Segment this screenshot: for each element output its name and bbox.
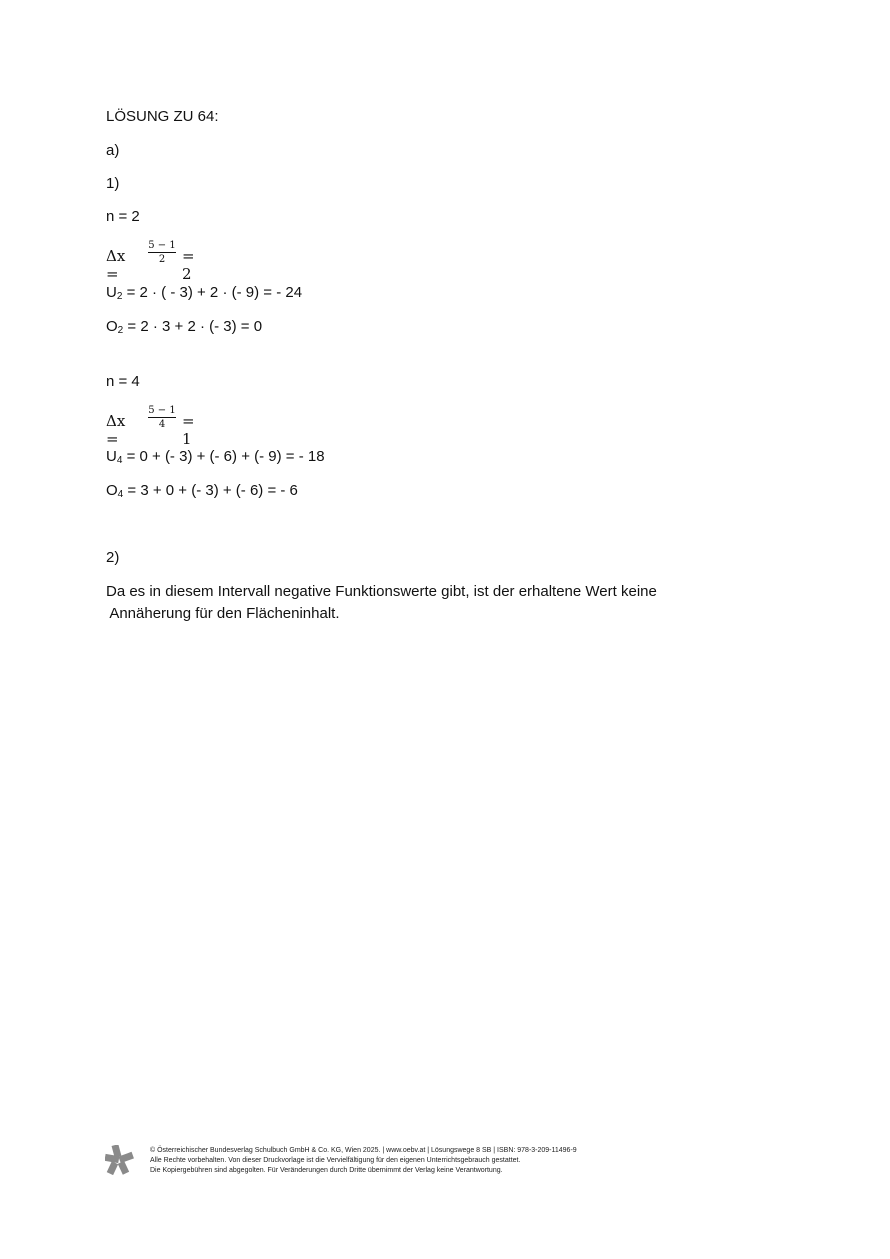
fraction-numerator: 5 − 1 [148,405,176,416]
answer-line-2: Annäherung für den Flächeninhalt. [106,605,340,622]
fraction-numerator: 5 − 1 [148,240,176,251]
n2-line: n = 2 [106,208,140,225]
delta-x-lhs: Δx = [106,247,126,283]
answer-text [106,581,706,625]
fraction-bar [148,252,176,253]
fraction [148,240,176,265]
upper-sum-n2: $O_2 = 2 \cdot 3 + 2$ · (- 3) = 0 [106,318,263,336]
subpart-1-label: 1) [106,175,120,192]
lower-sum-n4: $U_4 = 0$ + (- 3) + (- 6) + (- 9) = - 18 [106,448,325,466]
fraction-denominator: 4 [158,419,166,430]
page-title: LÖSUNG ZU 64: [106,108,219,125]
footer-line-1: © Österreichischer Bundesverlag Schulbuch GmbH & Co. KG, Wien 2025. | www.oebv.at | Lösungswege 8 SB | ISBN: 978-3-209-11496-9 [150,1147,577,1154]
fraction-denominator: 2 [158,254,166,265]
fraction-bar [148,417,176,418]
publisher-logo-icon [105,1145,135,1175]
delta-x-rhs: = 2 [182,247,195,283]
delta-x-rhs: = 1 [182,412,195,448]
subpart-2-label: 2) [106,549,120,566]
footer-line-2: Alle Rechte vorbehalten. Von dieser Druckvorlage ist die Vervielfältigung für den eigenen Unterrichtsgebrauch gestattet. [150,1157,521,1164]
part-a-label: a) [106,142,120,159]
n4-line: n = 4 [106,373,140,390]
lower-sum-n2: $U_2 = 2$ · ( - 3) + 2 · (- 9) = - 24 [106,284,303,302]
delta-x-lhs: Δx = [106,412,126,448]
footer-line-3: Die Kopiergebühren sind abgegolten. Für Veränderungen durch Dritte übernimmt der Verlag keine Verantwortung. [150,1167,503,1174]
copyright-footer [150,1146,577,1176]
fraction [148,405,176,430]
answer-line-1: Da es in diesem Intervall negative Funktionswerte gibt, ist der erhaltene Wert keine [106,583,657,600]
upper-sum-n4: $O_4 = 3 + 0$ + (- 3) + (- 6) = - 6 [106,482,298,500]
